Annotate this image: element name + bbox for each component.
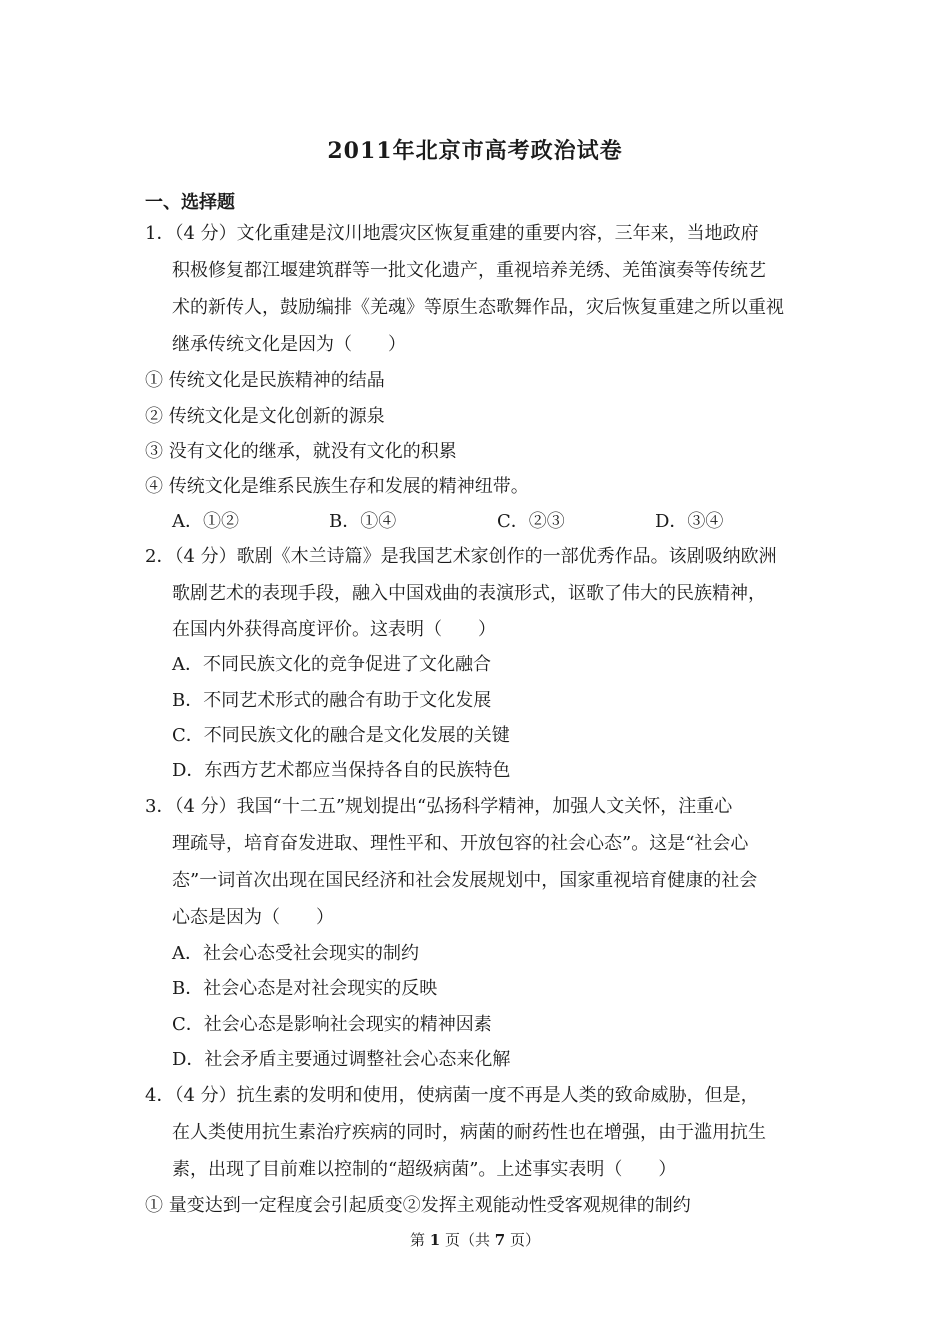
statement: ② 传统文化是文化创新的源泉	[145, 406, 385, 427]
option-c: C．②③	[497, 511, 565, 532]
statement: ① 传统文化是民族精神的结晶	[145, 370, 385, 391]
question-text-line: 继承传统文化是因为（ ）	[172, 334, 406, 355]
total-pages: 7	[494, 1231, 506, 1249]
statement: ① 量变达到一定程度会引起质变②发挥主观能动性受客观规律的制约	[145, 1195, 691, 1216]
question-text-line: 2．（4 分）歌剧《木兰诗篇》是我国艺术家创作的一部优秀作品。该剧吸纳欧洲	[145, 546, 777, 567]
footer-prefix: 第	[409, 1231, 425, 1249]
option-a: A．①②	[172, 511, 239, 532]
option-b: B．①④	[329, 511, 397, 532]
question-text-line: 心态是因为（ ）	[172, 907, 334, 928]
option-b: B．社会心态是对社会现实的反映	[172, 978, 438, 999]
option-c: C．社会心态是影响社会现实的精神因素	[172, 1014, 492, 1035]
statement: ③ 没有文化的继承，就没有文化的积累	[145, 441, 457, 462]
option-d: D．东西方艺术都应当保持各自的民族特色	[172, 760, 511, 781]
section-heading: 一、选择题	[145, 192, 235, 213]
question-text-line: 素，出现了目前难以控制的“超级病菌”。上述事实表明（ ）	[172, 1159, 677, 1180]
option-a: A．社会心态受社会现实的制约	[172, 943, 419, 964]
option-d: D．社会矛盾主要通过调整社会心态来化解	[172, 1049, 511, 1070]
footer-suffix: 页）	[510, 1231, 541, 1249]
question-text-line: 1．（4 分）文化重建是汶川地震灾区恢复重建的重要内容，三年来，当地政府	[145, 223, 759, 244]
page-number: 1	[429, 1231, 441, 1249]
question-text-line: 理疏导，培育奋发进取、理性平和、开放包容的社会心态”。这是“社会心	[172, 833, 749, 854]
question-text-line: 在国内外获得高度评价。这表明（ ）	[172, 619, 496, 640]
option-a: A．不同民族文化的竞争促进了文化融合	[172, 654, 491, 675]
footer-middle: 页（共	[444, 1231, 490, 1249]
statement: ④ 传统文化是维系民族生存和发展的精神纽带。	[145, 476, 529, 497]
page-title: 2011年北京市高考政治试卷	[327, 138, 623, 164]
question-text-line: 歌剧艺术的表现手段，融入中国戏曲的表演形式，讴歌了伟大的民族精神，	[172, 583, 766, 604]
question-text-line: 在人类使用抗生素治疗疾病的同时，病菌的耐药性也在增强，由于滥用抗生	[172, 1122, 766, 1143]
option-c: C．不同民族文化的融合是文化发展的关键	[172, 725, 510, 746]
question-text-line: 术的新传人，鼓励编排《羌魂》等原生态歌舞作品，灾后恢复重建之所以重视	[172, 297, 784, 318]
question-text-line: 态”一词首次出现在国民经济和社会发展规划中，国家重视培育健康的社会	[172, 870, 758, 891]
option-b: B．不同艺术形式的融合有助于文化发展	[172, 690, 492, 711]
question-text-line: 积极修复都江堰建筑群等一批文化遗产，重视培养羌绣、羌笛演奏等传统艺	[172, 260, 766, 281]
question-text-line: 3．（4 分）我国“十二五”规划提出“弘扬科学精神，加强人文关怀，注重心	[145, 796, 733, 817]
question-text-line: 4．（4 分）抗生素的发明和使用，使病菌一度不再是人类的致命威胁，但是，	[145, 1085, 759, 1106]
option-d: D．③④	[655, 511, 724, 532]
page-footer	[0, 1229, 950, 1250]
